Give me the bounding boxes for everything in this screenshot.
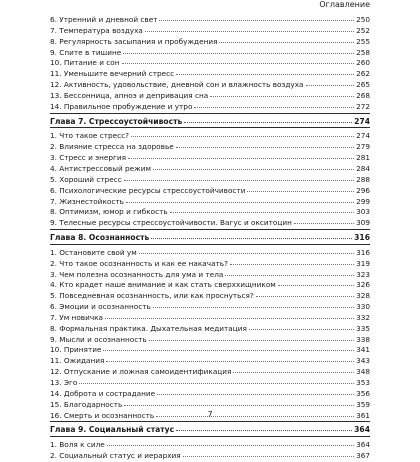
- dot-leader: [103, 343, 354, 351]
- entry-page-number: 284: [356, 163, 370, 173]
- entry-title: 1. Что такое стресс?: [50, 131, 130, 141]
- entry-title: 2. Что такое осознанность и как ее накачать?: [50, 258, 228, 268]
- chapter-title: Глава 7. Стрессоустойчивость: [50, 116, 183, 126]
- dot-leader: [233, 365, 354, 373]
- entry-page-number: 299: [356, 196, 370, 206]
- chapter-heading: [50, 424, 370, 435]
- entry-title: 16. Смерть и осознанность: [50, 410, 155, 420]
- entry-title: 8. Оптимизм, юмор и гибкость: [50, 207, 168, 217]
- dot-leader: [278, 278, 354, 286]
- dot-leader: [139, 246, 354, 254]
- dot-leader: [153, 300, 354, 308]
- table-of-contents: [50, 14, 370, 461]
- entry-page-number: 250: [356, 15, 370, 24]
- entry-title: 6. Психологические ресурсы стрессоустойчивости: [50, 185, 246, 195]
- entry-page-number: 326: [356, 280, 370, 290]
- entry-title: 10. Питание и сон: [50, 58, 120, 68]
- entry-title: 8. Регулярность засыпания и пробуждения: [50, 36, 218, 46]
- entry-title: 3. Стресс и энергия: [50, 153, 127, 163]
- entry-page-number: 364: [356, 440, 370, 450]
- dot-leader: [79, 376, 354, 384]
- entry-title: 13. Эго: [50, 378, 78, 387]
- entry-page-number: 262: [356, 69, 370, 79]
- chapter-heading: [50, 116, 370, 127]
- entry-title: 11. Уменьшите вечерний стресс: [50, 69, 175, 79]
- dot-leader: [194, 100, 354, 108]
- toc-entry: [50, 450, 370, 461]
- toc-entry: [50, 101, 370, 112]
- entry-title: 12. Активность, удовольствие, дневной сон и влажность воздуха: [50, 80, 304, 90]
- toc-entry: [50, 217, 370, 228]
- dot-leader: [105, 311, 354, 319]
- chapter-title: Глава 9. Социальный статус: [50, 425, 175, 435]
- entry-title: 1. Воля к силе: [50, 440, 105, 450]
- entry-page-number: 260: [356, 58, 370, 68]
- entry-page-number: 258: [356, 47, 370, 57]
- dot-leader: [131, 129, 354, 137]
- dot-leader: [247, 184, 354, 192]
- entry-title: 9. Спите в тишине: [50, 47, 122, 57]
- chapter-rule: [50, 436, 370, 437]
- dot-leader: [306, 78, 355, 86]
- entry-page-number: 272: [356, 101, 370, 111]
- entry-title: 5. Повседневная осознанность, или как проснуться?: [50, 291, 254, 301]
- entry-title: 7. Ум новичка: [50, 312, 104, 322]
- page-number: 7: [207, 410, 213, 419]
- dot-leader: [176, 423, 352, 431]
- entry-title: 2. Влияние стресса на здоровье: [50, 142, 174, 152]
- dot-leader: [122, 56, 355, 64]
- dot-leader: [256, 289, 354, 297]
- chapter-title: Глава 8. Осознанность: [50, 233, 150, 243]
- dot-leader: [124, 398, 354, 406]
- dot-leader: [230, 257, 354, 265]
- entry-title: 4. Антистрессовый режим: [50, 163, 151, 173]
- chapter-rule: [50, 113, 370, 114]
- dot-leader: [153, 162, 354, 170]
- dot-leader: [210, 89, 354, 97]
- chapter-heading: [50, 232, 370, 243]
- entry-title: 6. Эмоции и осознанность: [50, 302, 151, 312]
- dot-leader: [149, 333, 354, 341]
- entry-page-number: 367: [356, 451, 370, 461]
- entry-page-number: 274: [356, 131, 370, 141]
- chapter-rule: [50, 229, 370, 230]
- entry-title: 3. Чем полезна осознанность для ума и тела: [50, 269, 224, 279]
- running-title: Оглавление: [319, 0, 370, 9]
- entry-title: 8. Формальная практика. Дыхательная медитация: [50, 323, 247, 333]
- dot-leader: [183, 449, 354, 457]
- entry-page-number: 332: [356, 312, 370, 322]
- chapter-rule: [50, 244, 370, 245]
- entry-title: 5. Хороший стресс: [50, 174, 122, 184]
- entry-page-number: 255: [356, 36, 370, 46]
- entry-page-number: 348: [356, 367, 370, 377]
- entry-title: 2. Социальный статус и иерархия: [50, 451, 181, 461]
- entry-page-number: 316: [356, 247, 370, 257]
- chapter-page-number: 274: [354, 116, 370, 126]
- dot-leader: [159, 13, 354, 21]
- entry-page-number: 341: [356, 345, 370, 355]
- dot-leader: [123, 46, 354, 54]
- dot-leader: [145, 24, 354, 32]
- entry-title: 14. Правильное пробуждение и утро: [50, 101, 193, 111]
- entry-title: 9. Мысли и осознанность: [50, 334, 147, 344]
- entry-title: 9. Телесные ресурсы стрессоустойчивости. Вагус и окситоцин: [50, 218, 292, 228]
- entry-title: 1. Остановите свой ум: [50, 247, 137, 257]
- dot-leader: [107, 438, 354, 446]
- entry-title: 11. Ожидания: [50, 356, 105, 366]
- entry-page-number: 335: [356, 323, 370, 333]
- entry-page-number: 288: [356, 174, 370, 184]
- entry-page-number: 359: [356, 399, 370, 409]
- dot-leader: [294, 216, 354, 224]
- entry-page-number: 353: [356, 378, 370, 387]
- entry-page-number: 323: [356, 269, 370, 279]
- entry-page-number: 356: [356, 388, 370, 398]
- entry-page-number: 265: [356, 80, 370, 90]
- entry-page-number: 328: [356, 291, 370, 301]
- dot-leader: [184, 115, 352, 123]
- entry-title: 14. Доброта и сострадание: [50, 388, 156, 398]
- chapter-rule: [50, 421, 370, 422]
- entry-page-number: 281: [356, 153, 370, 163]
- dot-leader: [225, 268, 354, 276]
- chapter-page-number: 316: [354, 233, 370, 243]
- entry-title: 7. Жизнестойкость: [50, 196, 124, 206]
- dot-leader: [157, 387, 354, 395]
- dot-leader: [249, 322, 354, 330]
- entry-title: 10. Принятие: [50, 345, 102, 355]
- entry-page-number: 361: [356, 410, 370, 420]
- dot-leader: [126, 195, 354, 203]
- chapter-rule: [50, 127, 370, 128]
- entry-page-number: 343: [356, 356, 370, 366]
- dot-leader: [151, 231, 352, 239]
- dot-leader: [170, 205, 354, 213]
- entry-title: 12. Отпускание и ложная самоидентификация: [50, 367, 232, 377]
- dot-leader: [176, 67, 354, 75]
- dot-leader: [128, 151, 354, 159]
- entry-title: 13. Бессонница, апноэ и депривация сна: [50, 90, 209, 100]
- entry-title: 7. Температура воздуха: [50, 25, 143, 35]
- entry-title: 6. Утренний и дневной свет: [50, 15, 158, 24]
- dot-leader: [219, 35, 354, 43]
- entry-title: 15. Благодарность: [50, 399, 123, 409]
- chapter-page-number: 364: [354, 425, 370, 435]
- entry-page-number: 330: [356, 302, 370, 312]
- dot-leader: [176, 140, 354, 148]
- entry-page-number: 252: [356, 25, 370, 35]
- dot-leader: [124, 173, 354, 181]
- entry-page-number: 303: [356, 207, 370, 217]
- entry-title: 4. Кто крадет наше внимание и как стать сверххищником: [50, 280, 276, 290]
- entry-page-number: 296: [356, 185, 370, 195]
- dot-leader: [106, 354, 354, 362]
- entry-page-number: 279: [356, 142, 370, 152]
- entry-page-number: 268: [356, 90, 370, 100]
- entry-page-number: 309: [356, 218, 370, 228]
- entry-page-number: 338: [356, 334, 370, 344]
- entry-page-number: 319: [356, 258, 370, 268]
